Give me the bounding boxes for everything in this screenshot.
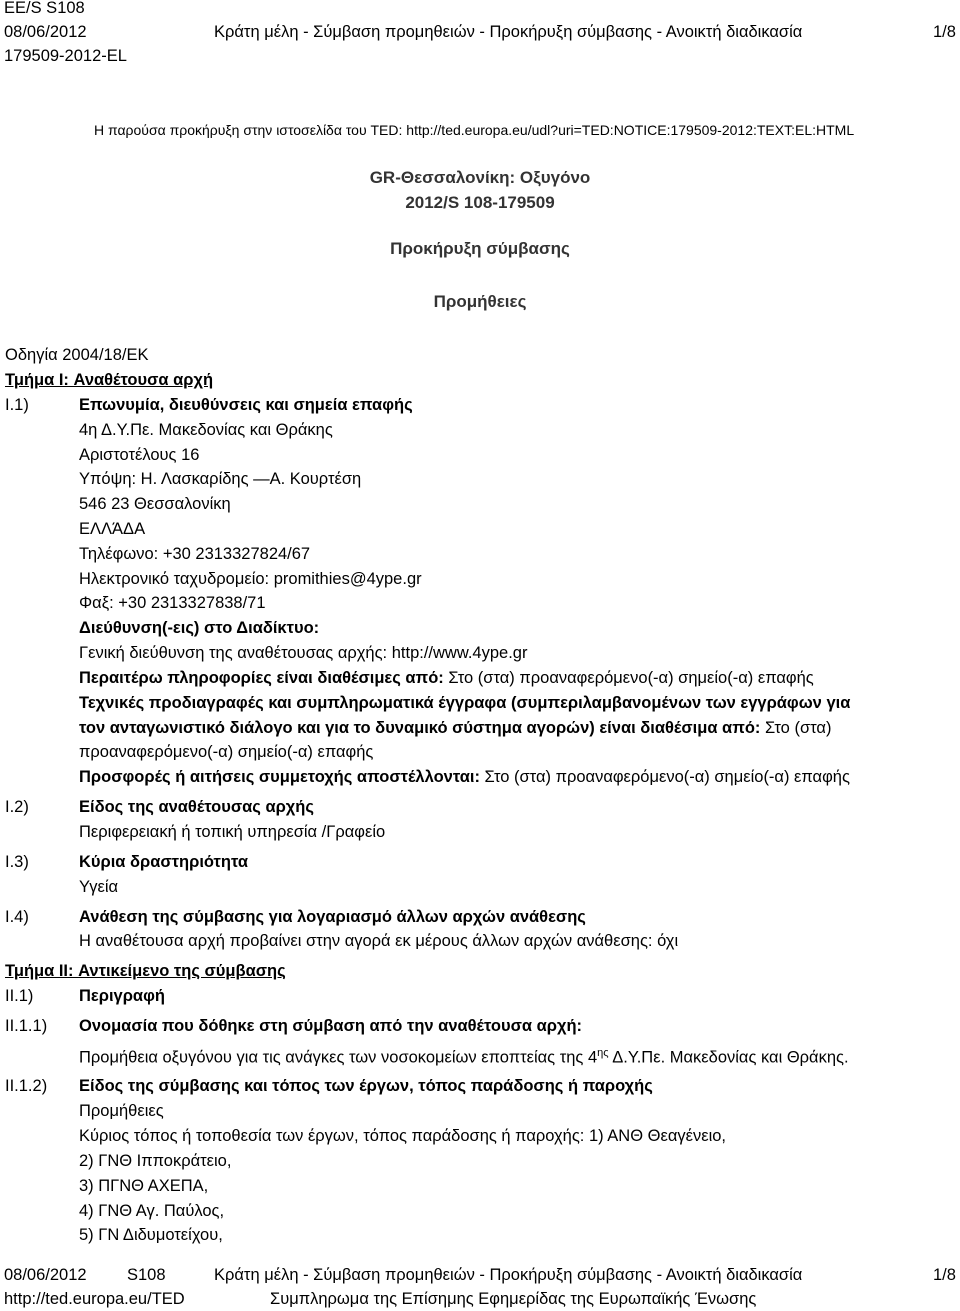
footer-date: 08/06/2012: [4, 1266, 87, 1284]
more-info-line: [79, 669, 814, 688]
specs-line-1: Τεχνικές προδιαγραφές και συμπληρωματικά έγγραφα (συμπεριλαμβανομένων των εγγράφων για: [79, 694, 851, 712]
contract-title-sup: ης: [597, 1047, 609, 1059]
footer-page: 1/8: [933, 1266, 956, 1284]
delivery-place-item: 4) ΓΝΘ Αγ. Παύλος,: [79, 1202, 225, 1220]
more-info-label: Περαιτέρω πληροφορίες είναι διαθέσιμες από:: [79, 669, 444, 687]
notice-category: Προμήθειες: [433, 292, 527, 311]
contract-title-a: Προμήθεια οξυγόνου για τις ανάγκες των νοσοκομείων εποπτείας της 4: [79, 1048, 598, 1067]
authority-name: 4η Δ.Υ.Πε. Μακεδονίας και Θράκης: [79, 421, 333, 439]
notice-place: GR-Θεσσαλονίκη: Οξυγόνο: [369, 168, 591, 187]
specs-line-3: προαναφερόμενο(-α) σημείο(-α) επαφής: [79, 743, 374, 761]
ii12-title: Είδος της σύμβασης και τόπος των έργων, τόπος παράδοσης ή παροχής: [79, 1077, 653, 1095]
delivery-place-item: 3) ΠΓΝΘ ΑΧΕΠΑ,: [79, 1177, 209, 1195]
tenders-line: [79, 768, 850, 787]
i1-title: Επωνυμία, διευθύνσεις και σημεία επαφής: [79, 396, 413, 414]
email-link[interactable]: promithies@4ype.gr: [273, 570, 422, 588]
header-page: 1/8: [933, 23, 956, 41]
contract-title-b: Δ.Υ.Πε. Μακεδονίας και Θράκης.: [608, 1048, 849, 1067]
footer-supplement: Συμπληρωμα της Επίσημης Εφημερίδας της Ευρωπαϊκής Ένωσης: [270, 1290, 757, 1308]
i4-num: I.4): [5, 908, 29, 926]
general-address-line: [79, 644, 527, 663]
notice-url-link[interactable]: http://ted.europa.eu/udl?uri=TED:NOTICE:179509-2012:TEXT:EL:HTML: [406, 122, 855, 138]
tenders-value: Στο (στα) προαναφερόμενο(-α) σημείο(-α) επαφής: [479, 768, 850, 786]
doc-id: EE/S S108: [4, 0, 85, 17]
ii11-title: Ονομασία που δόθηκε στη σύμβαση από την αναθέτουσα αρχή:: [79, 1017, 583, 1035]
header-ref: 179509-2012-EL: [4, 47, 127, 65]
general-address-label: Γενική διεύθυνση της αναθέτουσας αρχής:: [79, 644, 392, 662]
specs-value: Στο (στα): [760, 719, 832, 737]
authority-fax: Φαξ: +30 2313327838/71: [79, 594, 266, 612]
delivery-place-line: Κύριος τόπος ή τοποθεσία των έργων, τόπος παράδοσης ή παροχής: 1) ΑΝΘ Θεαγένειο,: [79, 1127, 727, 1145]
section1-title: Τμήμα I: Αναθέτουσα αρχή: [5, 371, 214, 389]
ii11-num: II.1.1): [5, 1017, 48, 1035]
authority-street: Αριστοτέλους 16: [79, 446, 200, 464]
i4-title: Ανάθεση της σύμβασης για λογαριασμό άλλων αρχών ανάθεσης: [79, 908, 586, 926]
authority-phone: Τηλέφωνο: +30 2313327824/67: [79, 545, 311, 563]
more-info-value: Στο (στα) προαναφερόμενο(-α) σημείο(-α) επαφής: [443, 669, 814, 687]
contract-title-line: [79, 1047, 849, 1068]
intro-line: [94, 122, 854, 138]
intro-text: Η παρούσα προκήρυξη στην ιστοσελίδα του TED:: [94, 122, 407, 138]
contract-type: Προμήθειες: [79, 1102, 164, 1120]
directive: Οδηγία 2004/18/ΕΚ: [5, 346, 149, 364]
delivery-place-item: 5) ΓΝ Διδυμοτείχου,: [79, 1226, 223, 1244]
i2-num: I.2): [5, 798, 29, 816]
i2-value: Περιφερειακή ή τοπική υπηρεσία /Γραφείο: [79, 823, 386, 841]
i2-title: Είδος της αναθέτουσας αρχής: [79, 798, 314, 816]
footer-s: S108: [127, 1266, 166, 1284]
i3-title: Κύρια δραστηριότητα: [79, 853, 249, 871]
authority-country: ΕΛΛΆΔΑ: [79, 520, 146, 538]
section2-title: Τμήμα II: Αντικείμενο της σύμβασης: [5, 962, 286, 980]
i4-value: Η αναθέτουσα αρχή προβαίνει στην αγορά εκ μέρους άλλων αρχών ανάθεσης: όχι: [79, 932, 679, 950]
email-label: Ηλεκτρονικό ταχυδρομείο:: [79, 570, 274, 588]
header-date: 08/06/2012: [4, 23, 87, 41]
header-title: Κράτη μέλη - Σύμβαση προμηθειών - Προκήρυξη σύμβασης - Ανοικτή διαδικασία: [214, 23, 803, 41]
ii12-num: II.1.2): [5, 1077, 48, 1095]
general-address-link[interactable]: http://www.4ype.gr: [391, 644, 528, 662]
i1-num: I.1): [5, 396, 29, 414]
footer-url-link[interactable]: http://ted.europa.eu/TED: [4, 1290, 185, 1308]
footer-title: Κράτη μέλη - Σύμβαση προμηθειών - Προκήρυξη σύμβασης - Ανοικτή διαδικασία: [214, 1266, 803, 1284]
i3-num: I.3): [5, 853, 29, 871]
ii1-title: Περιγραφή: [79, 987, 165, 1005]
notice-number: 2012/S 108-179509: [405, 193, 555, 212]
ii1-num: II.1): [5, 987, 34, 1005]
specs-line-2: [79, 719, 831, 738]
authority-email-line: [79, 570, 422, 589]
internet-title: Διεύθυνση(-εις) στο Διαδίκτυο:: [79, 619, 320, 637]
notice-type: Προκήρυξη σύμβασης: [390, 239, 570, 258]
delivery-place-item: 2) ΓΝΘ Ιπποκράτειο,: [79, 1152, 232, 1170]
authority-city: 546 23 Θεσσαλονίκη: [79, 495, 231, 513]
specs-label: τον ανταγωνιστικό διάλογο και για το δυναμικό σύστημα αγορών) είναι διαθέσιμα από:: [79, 719, 761, 737]
authority-attention: Υπόψη: Η. Λασκαρίδης —Α. Κουρτέση: [79, 470, 362, 488]
tenders-label: Προσφορές ή αιτήσεις συμμετοχής αποστέλλονται:: [79, 768, 480, 786]
i3-value: Υγεία: [79, 878, 119, 896]
